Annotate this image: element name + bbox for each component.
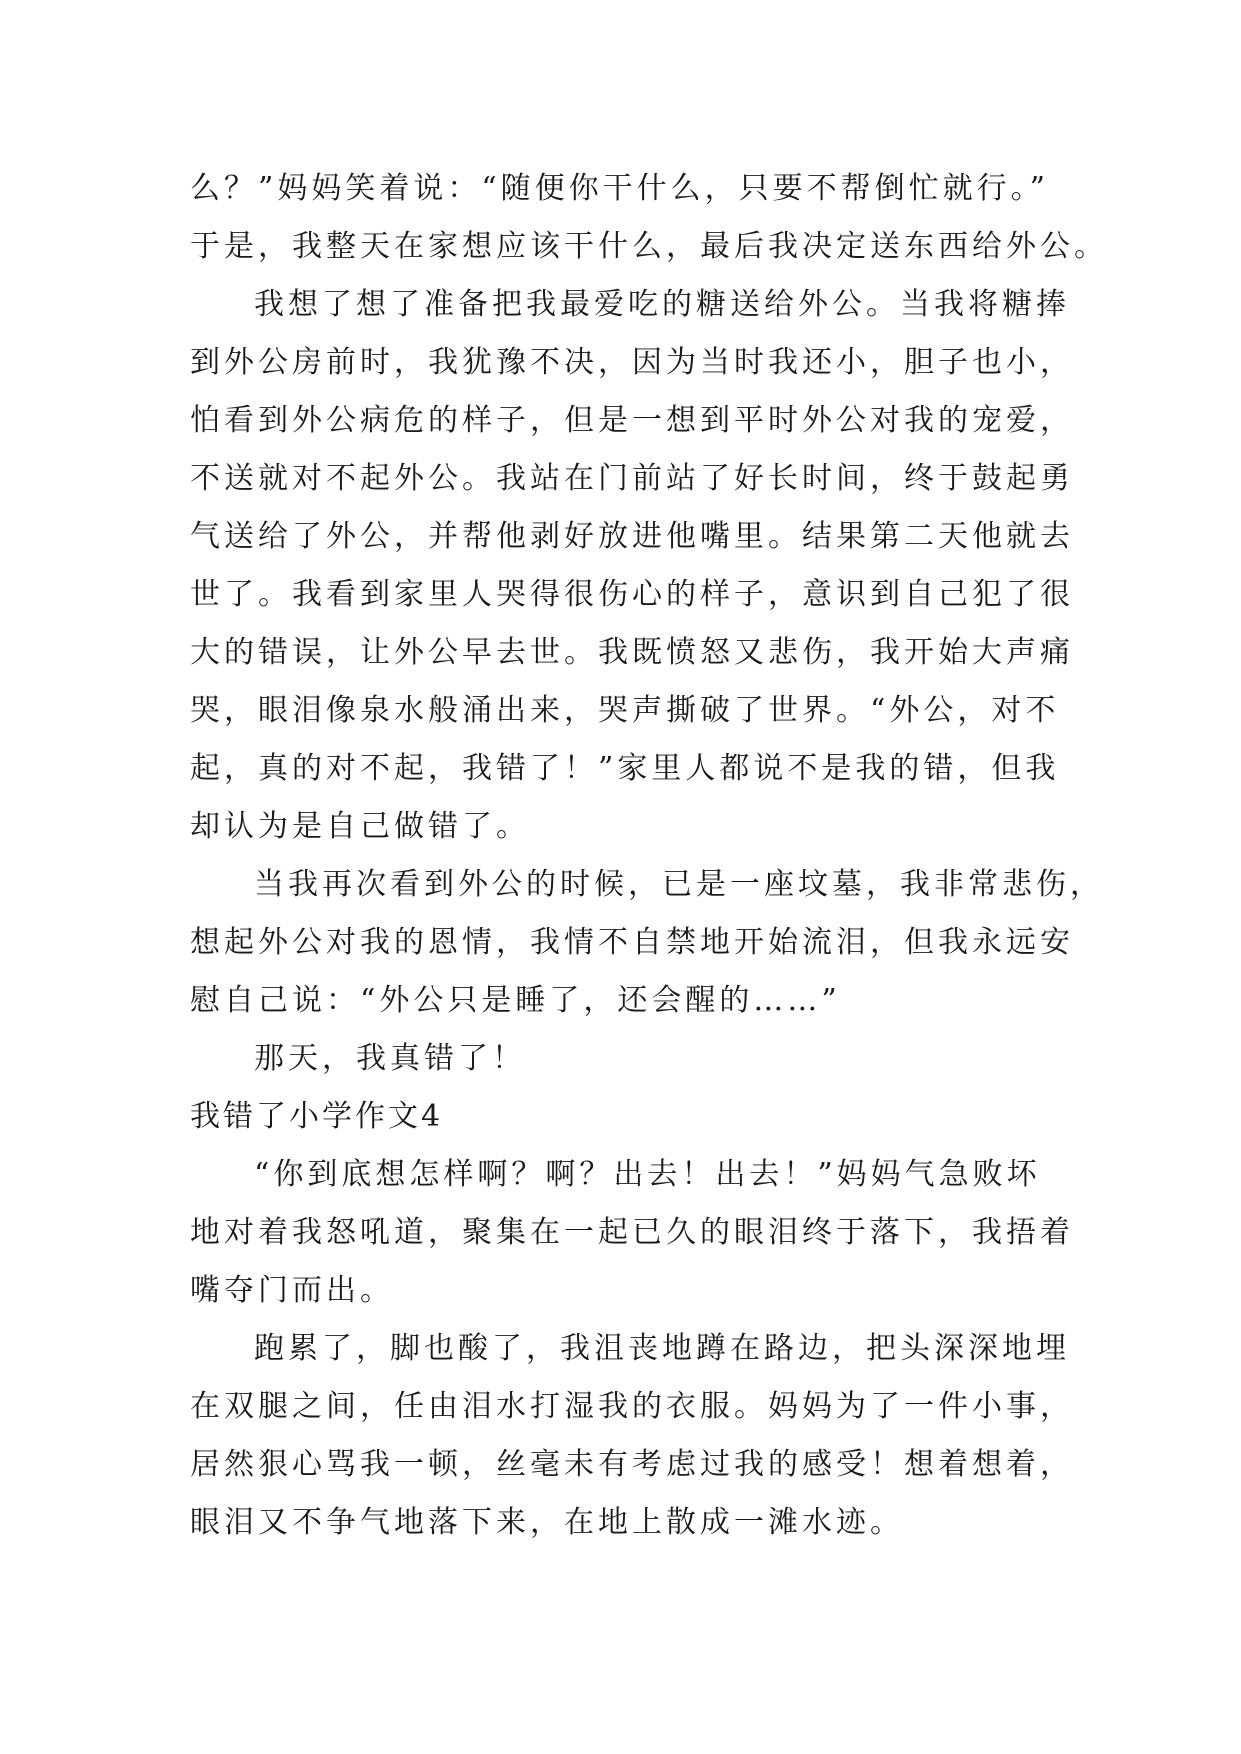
text-line: 想起外公对我的恩情，我情不自禁地开始流泪，但我永远安: [190, 925, 1074, 960]
text-line: 嘴夺门而出。: [190, 1273, 394, 1308]
paragraph-start-line: 我想了想了准备把我最爱吃的糖送给外公。当我将糖捧: [254, 287, 1070, 322]
text-line: 不送就对不起外公。我站在门前站了好长时间，终于鼓起勇: [190, 461, 1074, 496]
text-line: 怕看到外公病危的样子，但是一想到平时外公对我的宠爱，: [190, 403, 1074, 438]
paragraph-start-line: “你到底想怎样啊？啊？出去！出去！”妈妈气急败坏: [254, 1157, 1041, 1192]
text-line: 却认为是自己做错了。: [190, 809, 530, 844]
text-line: 地对着我怒吼道，聚集在一起已久的眼泪终于落下，我捂着: [190, 1215, 1074, 1250]
section-heading: 我错了小学作文4: [190, 1099, 444, 1134]
text-line: 气送给了外公，并帮他剥好放进他嘴里。结果第二天他就去: [190, 519, 1074, 554]
text-line: 在双腿之间，任由泪水打湿我的衣服。妈妈为了一件小事，: [190, 1389, 1074, 1424]
text-line: 居然狠心骂我一顿，丝毫未有考虑过我的感受！想着想着，: [190, 1447, 1074, 1482]
paragraph-start-line: 那天，我真错了！: [254, 1041, 526, 1076]
text-line: 大的错误，让外公早去世。我既愤怒又悲伤，我开始大声痛: [190, 635, 1074, 670]
text-line: 于是，我整天在家想应该干什么，最后我决定送东西给外公。: [190, 229, 1108, 264]
text-line: 哭，眼泪像泉水般涌出来，哭声撕破了世界。“外公，对不: [190, 693, 1060, 728]
document-body: [190, 160, 1108, 1552]
text-line: 到外公房前时，我犹豫不决，因为当时我还小，胆子也小，: [190, 345, 1074, 380]
text-line: 慰自己说：“外公只是睡了，还会醒的……”: [190, 983, 841, 1018]
paragraph-start-line: 跑累了，脚也酸了，我沮丧地蹲在路边，把头深深地埋: [254, 1331, 1070, 1366]
paragraph-start-line: 当我再次看到外公的时候，已是一座坟墓，我非常悲伤，: [254, 867, 1104, 902]
text-line: 起，真的对不起，我错了！”家里人都说不是我的错，但我: [190, 751, 1060, 786]
text-line: 么？”妈妈笑着说：“随便你干什么，只要不帮倒忙就行。”: [190, 171, 1050, 206]
text-line: 眼泪又不争气地落下来，在地上散成一滩水迹。: [190, 1505, 904, 1540]
text-line: 世了。我看到家里人哭得很伤心的样子，意识到自己犯了很: [190, 577, 1074, 612]
